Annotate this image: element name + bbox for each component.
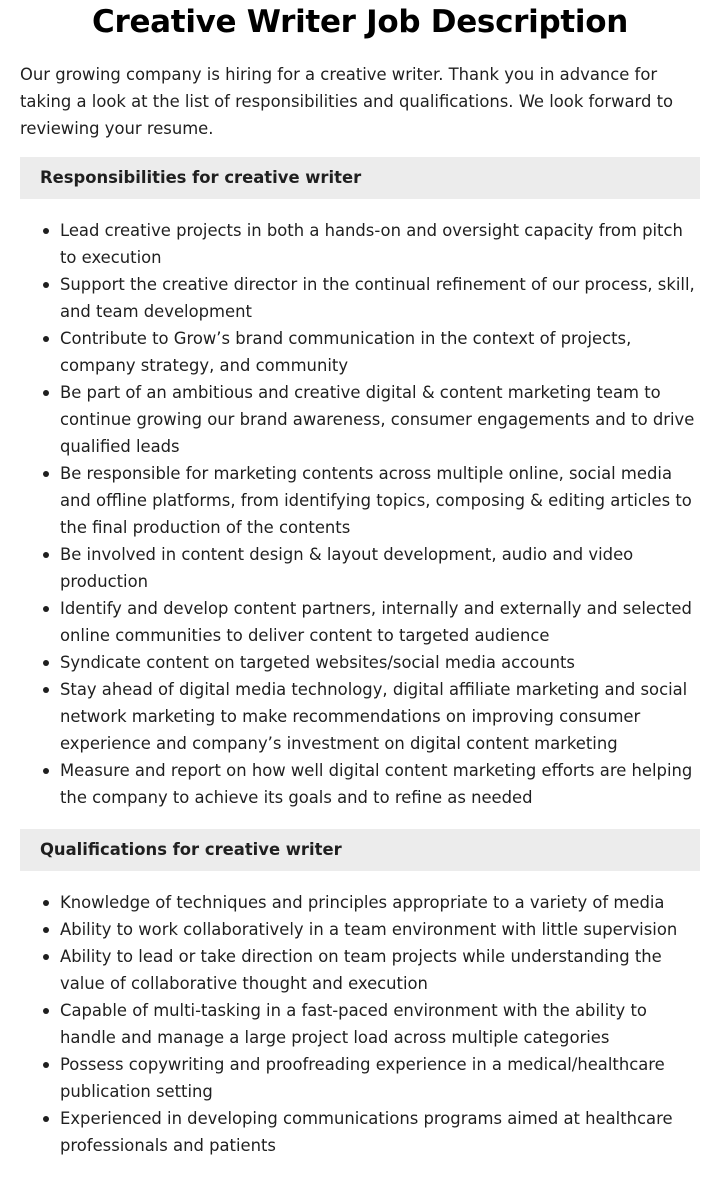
qualification-item: Experienced in developing communications programs aimed at healthcare professionals and patients: [60, 1105, 700, 1159]
qualification-item: Possess copywriting and proofreading experience in a medical/healthcare publication setting: [60, 1051, 700, 1105]
responsibilities-list: [20, 217, 700, 811]
responsibilities-heading: Responsibilities for creative writer: [20, 157, 700, 199]
responsibility-item: Stay ahead of digital media technology, digital affiliate marketing and social network marketing to make recommendations on improving consumer experience and company’s investment on digital content marketing: [60, 676, 700, 757]
qualifications-list: [20, 889, 700, 1159]
qualification-item: Ability to work collaboratively in a team environment with little supervision: [60, 916, 700, 943]
responsibility-item: Be involved in content design & layout development, audio and video production: [60, 541, 700, 595]
responsibility-item: Be responsible for marketing contents across multiple online, social media and offline platforms, from identifying topics, composing & editing articles to the final production of the contents: [60, 460, 700, 541]
responsibility-item: Identify and develop content partners, internally and externally and selected online communities to deliver content to targeted audience: [60, 595, 700, 649]
intro-paragraph: Our growing company is hiring for a creative writer. Thank you in advance for taking a look at the list of responsibilities and qualifications. We look forward to reviewing your resume.: [20, 65, 674, 138]
responsibility-item: Be part of an ambitious and creative digital & content marketing team to continue growing our brand awareness, consumer engagements and to drive qualified leads: [60, 379, 700, 460]
qualifications-heading: Qualifications for creative writer: [20, 829, 700, 871]
qualification-item: Ability to lead or take direction on team projects while understanding the value of collaborative thought and execution: [60, 943, 700, 997]
responsibility-item: Syndicate content on targeted websites/social media accounts: [60, 649, 700, 676]
responsibility-item: Lead creative projects in both a hands-on and oversight capacity from pitch to execution: [60, 217, 700, 271]
responsibility-item: Contribute to Grow’s brand communication in the context of projects, company strategy, and community: [60, 325, 700, 379]
page-title: Creative Writer Job Description: [92, 4, 628, 40]
qualification-item: Knowledge of techniques and principles appropriate to a variety of media: [60, 889, 700, 916]
responsibility-item: Measure and report on how well digital content marketing efforts are helping the company to achieve its goals and to refine as needed: [60, 757, 700, 811]
qualification-item: Capable of multi-tasking in a fast-paced environment with the ability to handle and manage a large project load across multiple categories: [60, 997, 700, 1051]
responsibility-item: Support the creative director in the continual refinement of our process, skill, and team development: [60, 271, 700, 325]
